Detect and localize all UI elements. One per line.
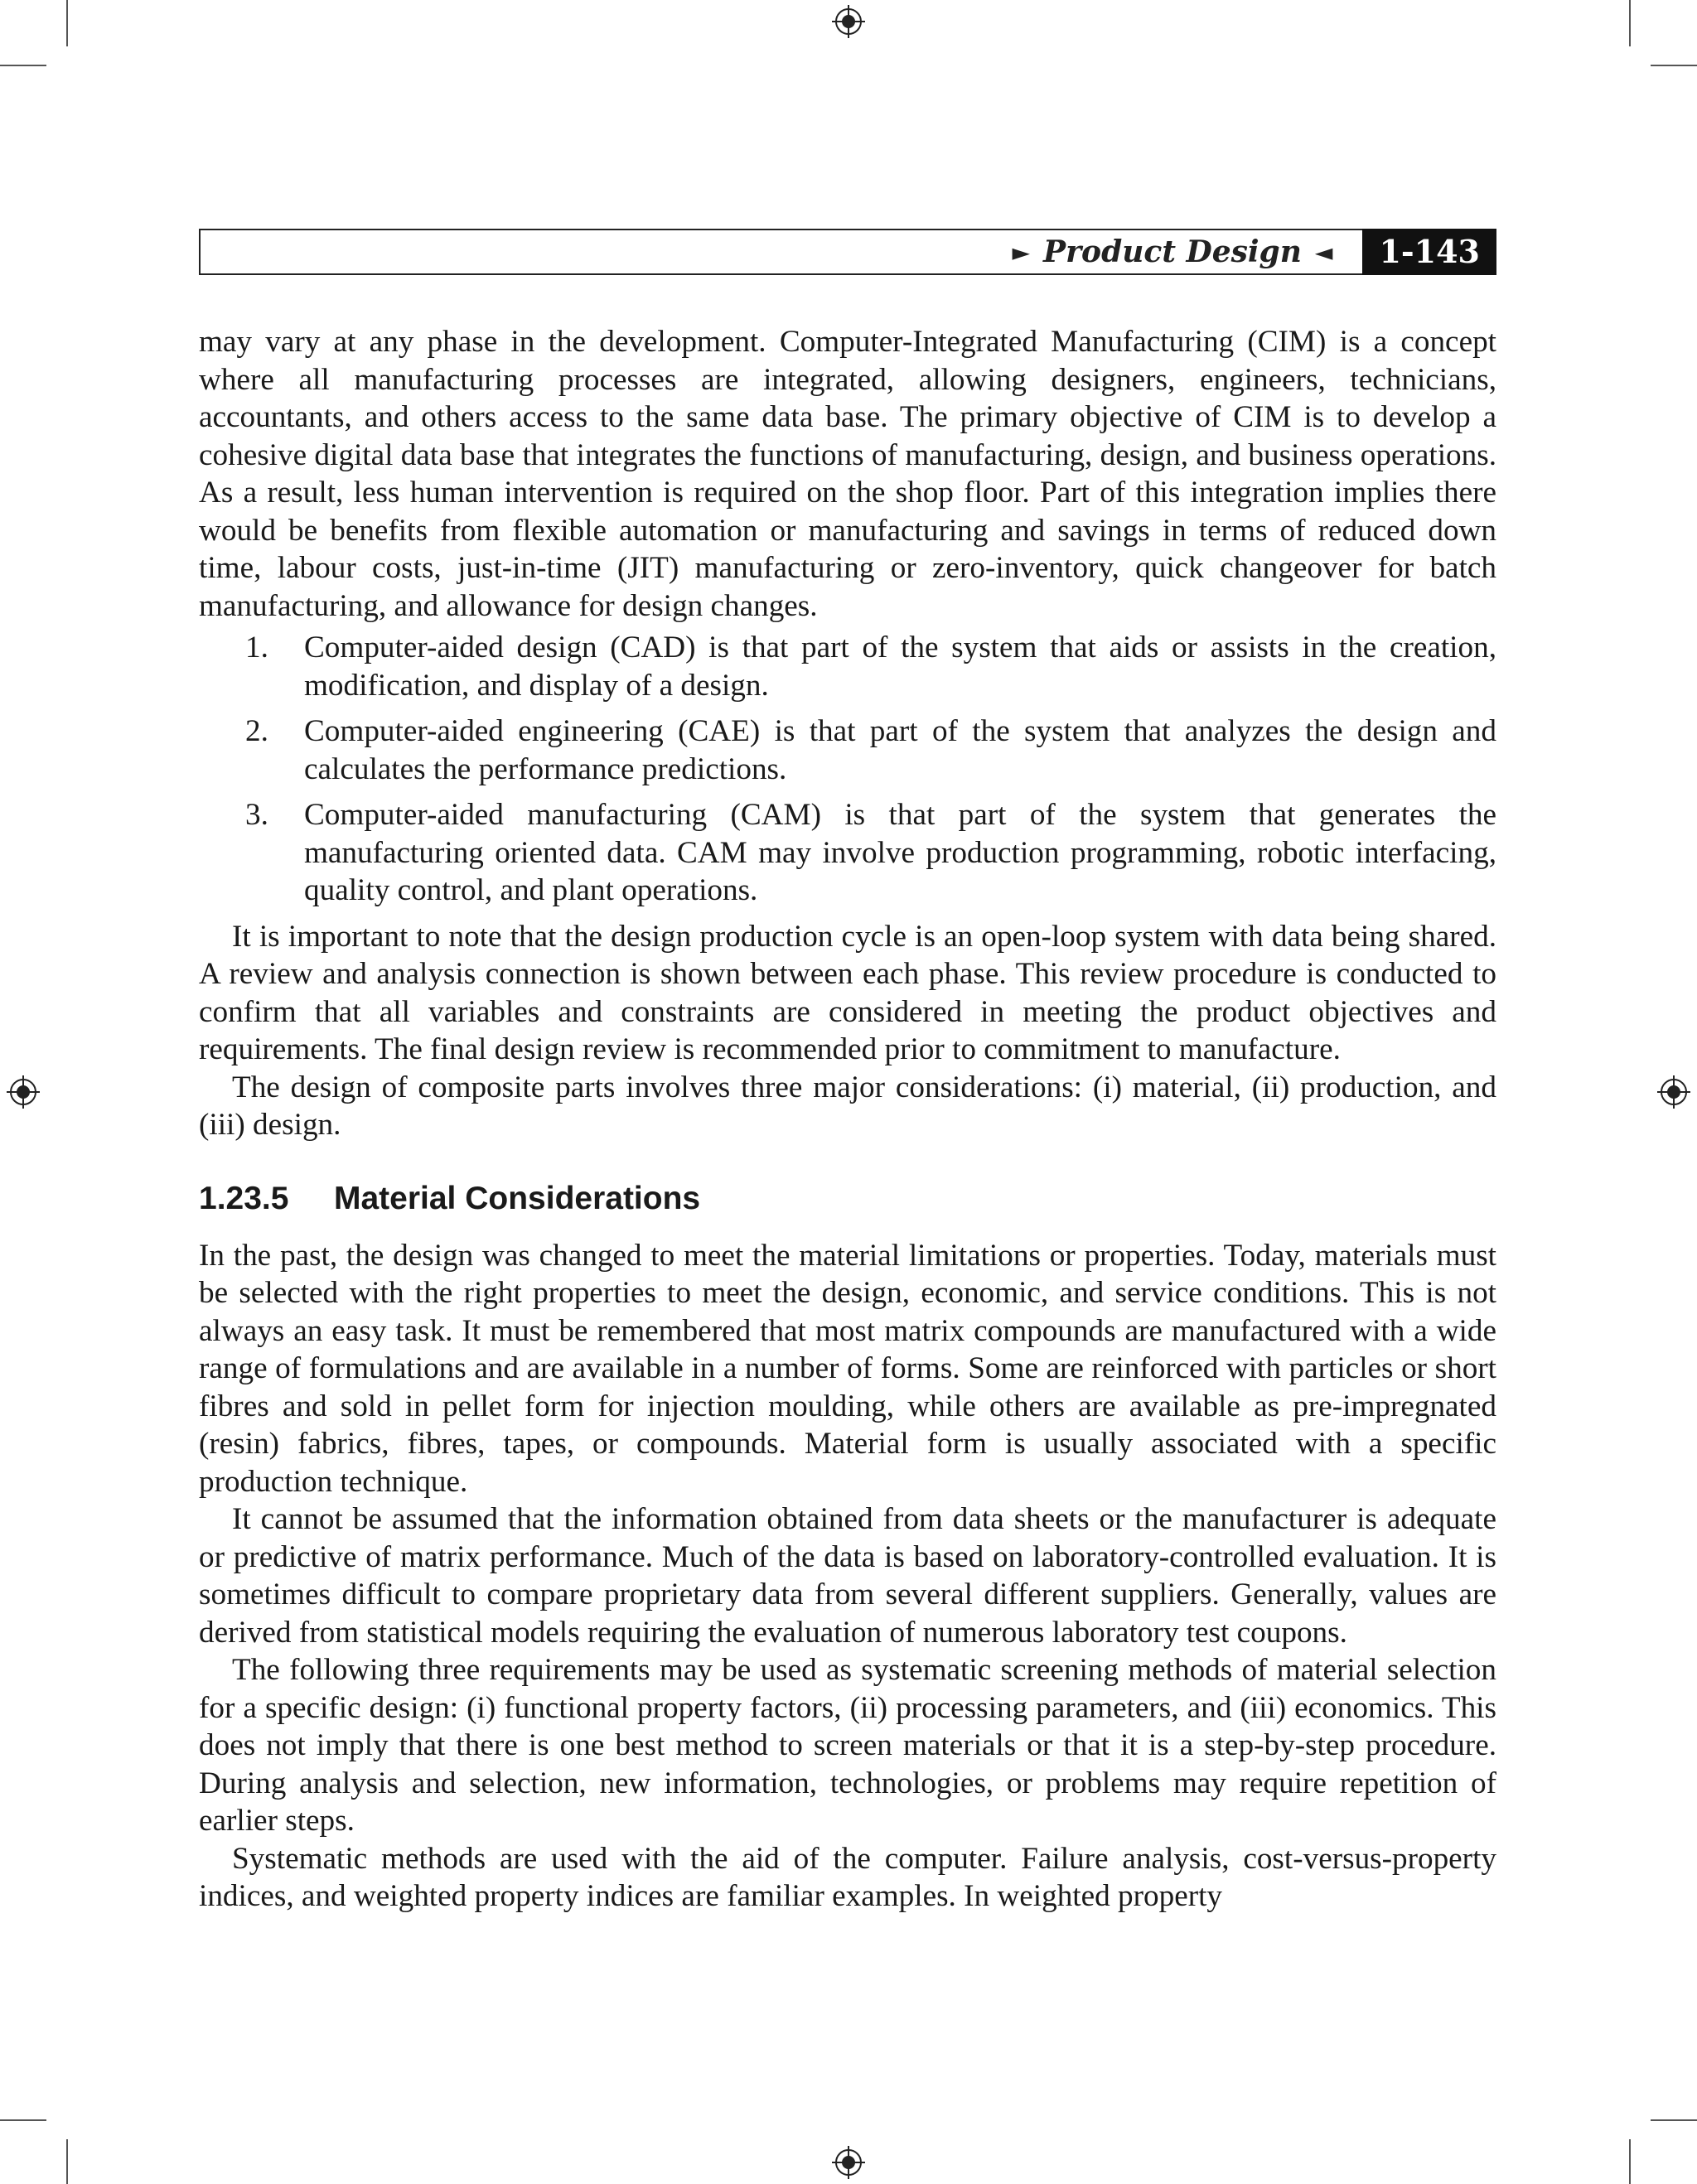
paragraph: The following three requirements may be used as systematic screening methods of material selection for a specific design: (i) functional property factors, (ii) processing parameters, and (iii) economics. This does not imply that there is one best method to screen materials or that it is a step-by-step procedure. During analysis and selection, new information, technologies, or problems may require repetition of earlier steps. <box>199 1653 1496 1838</box>
numbered-list <box>199 629 1496 910</box>
paragraph: In the past, the design was changed to meet the material limitations or properties. Today, materials must be selected with the right properties to meet the design, economic, and service conditions. This is not always an easy task. It must be remembered that most matrix compounds are manufactured with a wide range of formulations and are available in a number of forms. Some are reinforced with particles or short fibres and sold in pellet form for injection moulding, while others are available as pre-impregnated (resin) fabrics, fibres, tapes, or compounds. Material form is usually associated with a specific production technique. <box>199 1238 1496 1499</box>
list-item-number: 2. <box>245 714 268 748</box>
list-item <box>199 796 1496 910</box>
running-header <box>199 229 1496 275</box>
crop-mark <box>1651 65 1697 66</box>
paragraph: may vary at any phase in the development. Computer-Integrated Manufacturing (CIM) is a concept where all manufacturing processes are integrated, allowing designers, engineers, technicians, accountants, and others access to the same data base. The primary objective of CIM is to develop a cohesive digital data base that integrates the functions of manufacturing, design, and business operations. As a result, less human intervention is required on the shop floor. Part of this integration implies there would be benefits from flexible automation or manufacturing and savings in terms of reduced down time, labour costs, just-in-time (JIT) manufacturing or zero-inventory, quick changeover for batch manufacturing, and allowance for design changes. <box>199 325 1496 623</box>
section-number: 1.23.5 <box>199 1180 289 1216</box>
crop-mark <box>66 2139 68 2184</box>
right-arrow-icon: ► <box>1012 238 1031 266</box>
running-header-title: Product Design <box>1043 234 1302 269</box>
registration-mark-icon <box>832 5 865 38</box>
paragraph: Systematic methods are used with the aid of the computer. Failure analysis, cost-versus-property indices, and weighted property indices are familiar examples. In weighted property <box>199 1841 1496 1913</box>
crop-mark <box>66 0 68 46</box>
crop-mark <box>1629 2139 1631 2184</box>
registration-mark-icon <box>7 1075 40 1109</box>
crop-mark <box>0 65 46 66</box>
page-number: 1-143 <box>1362 229 1496 275</box>
paragraph: The design of composite parts involves three major considerations: (i) material, (ii) production, and (iii) design. <box>199 1070 1496 1142</box>
list-item-text: Computer-aided manufacturing (CAM) is that part of the system that generates the manufacturing oriented data. CAM may involve production programming, robotic interfacing, quality control, and plant operations. <box>304 798 1496 907</box>
list-item-number: 1. <box>245 631 268 664</box>
section-heading <box>199 1179 1496 1219</box>
paragraph: It cannot be assumed that the information obtained from data sheets or the manufacturer is adequate or predictive of matrix performance. Much of the data is based on laboratory-controlled evaluation. It is sometimes difficult to compare proprietary data from several different suppliers. Generally, values are derived from statistical models requiring the evaluation of numerous laboratory test coupons. <box>199 1502 1496 1650</box>
list-item <box>199 713 1496 788</box>
registration-mark-icon <box>1657 1075 1690 1109</box>
left-arrow-icon: ◄ <box>1314 238 1333 266</box>
section-title: Material Considerations <box>334 1180 701 1216</box>
list-item-number: 3. <box>245 798 268 832</box>
crop-mark <box>1629 0 1631 46</box>
page-body <box>199 323 1496 1916</box>
crop-mark <box>0 2119 46 2121</box>
paragraph: It is important to note that the design production cycle is an open-loop system with data being shared. A review and analysis connection is shown between each phase. This review procedure is conducted to confirm that all variables and constraints are considered in meeting the product objectives and requirements. The final design review is recommended prior to commitment to manufacture. <box>199 919 1496 1066</box>
list-item <box>199 629 1496 704</box>
list-item-text: Computer-aided engineering (CAE) is that part of the system that analyzes the design and calculates the performance predictions. <box>304 714 1496 786</box>
registration-mark-icon <box>832 2146 865 2179</box>
list-item-text: Computer-aided design (CAD) is that part of the system that aids or assists in the creation, modification, and display of a design. <box>304 631 1496 703</box>
crop-mark <box>1651 2119 1697 2121</box>
